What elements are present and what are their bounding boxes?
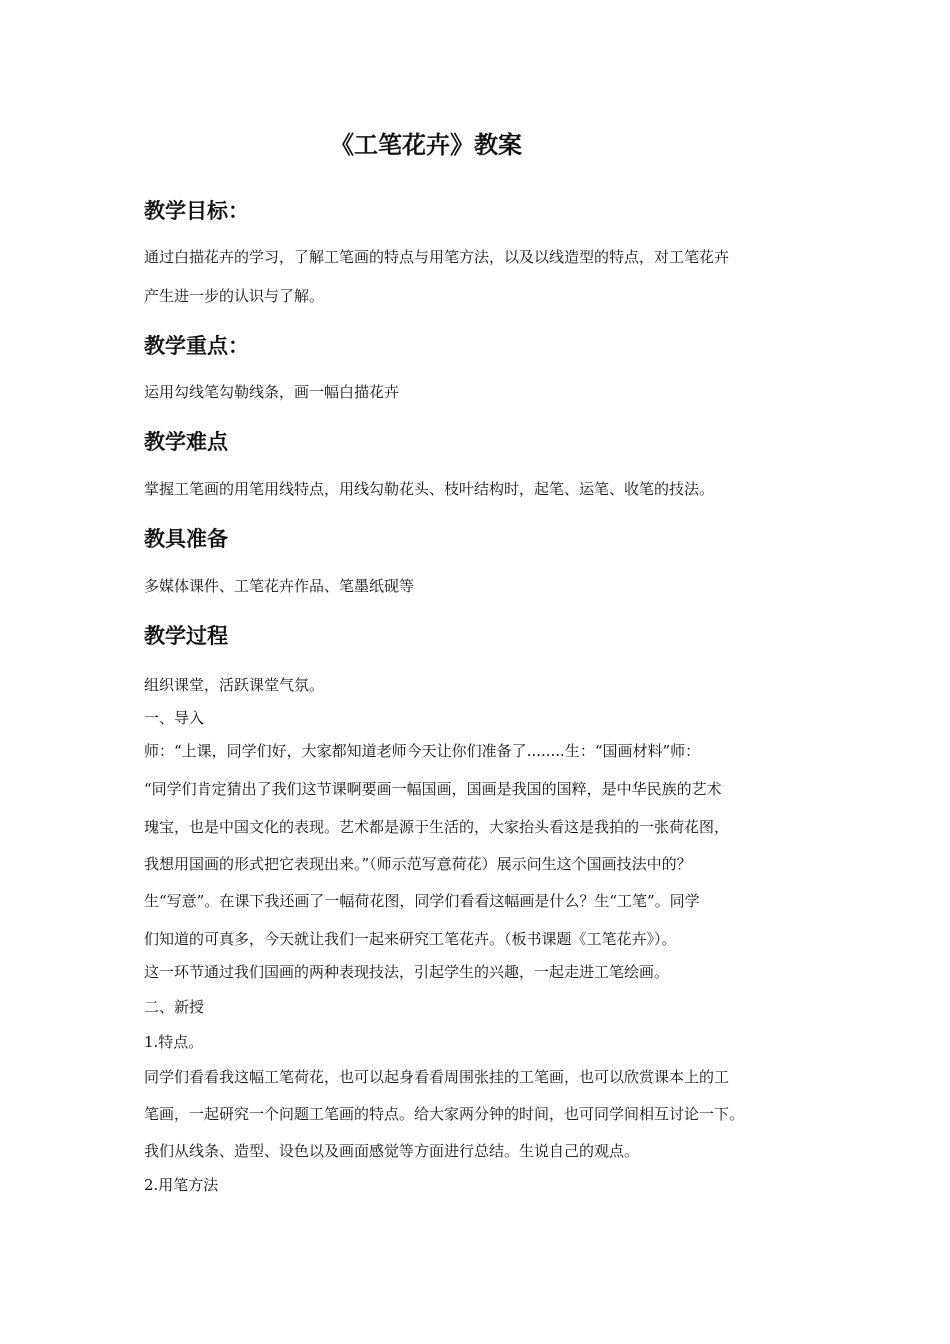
paragraph-line: 师：“上课，同学们好，大家都知道老师今天让你们准备了........生：“国画材料”师： — [144, 742, 701, 760]
paragraph-line: 我想用国画的形式把它表现出来。”（师示范写意荷花）展示问生这个国画技法中的？ — [144, 855, 692, 873]
paragraph-line: 运用勾线笔勾勒线条，画一幅白描花卉 — [144, 383, 400, 401]
paragraph-line: 我们从线条、造型、设色以及画面感觉等方面进行总结。生说自己的观点。 — [144, 1142, 640, 1160]
paragraph-line: 多媒体课件、工笔花卉作品、笔墨纸砚等 — [144, 577, 415, 595]
paragraph-line: 们知道的可真多，今天就让我们一起来研究工笔花卉。（板书课题《工笔花卉》）。 — [144, 930, 677, 948]
heading-teaching-difficulty: 教学难点 — [144, 429, 228, 454]
paragraph-line: 一、导入 — [144, 709, 205, 727]
paragraph-line: 产生进一步的认识与了解。 — [144, 287, 325, 305]
document-title: 《工笔花卉》教案 — [330, 130, 522, 159]
heading-teaching-goal: 教学目标： — [144, 198, 249, 223]
paragraph-line: 笔画，一起研究一个问题工笔画的特点。给大家两分钟的时间，也可同学间相互讨论一下。 — [144, 1105, 745, 1123]
paragraph-line: 1.特点。 — [144, 1033, 204, 1051]
heading-teaching-tools: 教具准备 — [144, 526, 228, 551]
heading-teaching-process: 教学过程 — [144, 623, 228, 648]
paragraph-line: 同学们看看我这幅工笔荷花，也可以起身看看周围张挂的工笔画，也可以欣赏课本上的工 — [144, 1068, 730, 1086]
paragraph-line: 通过白描花卉的学习，了解工笔画的特点与用笔方法，以及以线造型的特点，对工笔花卉 — [144, 248, 730, 266]
paragraph-line: 组织课堂，活跃课堂气氛。 — [144, 676, 325, 694]
heading-teaching-focus: 教学重点： — [144, 333, 249, 358]
paragraph-line: 瑰宝，也是中国文化的表现。艺术都是源于生活的，大家抬头看这是我拍的一张荷花图， — [144, 818, 730, 836]
paragraph-line: 生“写意”。在课下我还画了一幅荷花图，同学们看看这幅画是什么？生“工笔”。同学 — [144, 892, 700, 910]
paragraph-line: “同学们肯定猜出了我们这节课啊要画一幅国画，国画是我国的国粹，是中华民族的艺术 — [144, 780, 722, 798]
paragraph-line: 掌握工笔画的用笔用线特点，用线勾勒花头、枝叶结构时，起笔、运笔、收笔的技法。 — [144, 480, 715, 498]
paragraph-line: 这一环节通过我们国画的两种表现技法，引起学生的兴趣，一起走进工笔绘画。 — [144, 963, 670, 981]
paragraph-line: 2.用笔方法 — [144, 1176, 219, 1194]
paragraph-line: 二、新授 — [144, 998, 205, 1016]
